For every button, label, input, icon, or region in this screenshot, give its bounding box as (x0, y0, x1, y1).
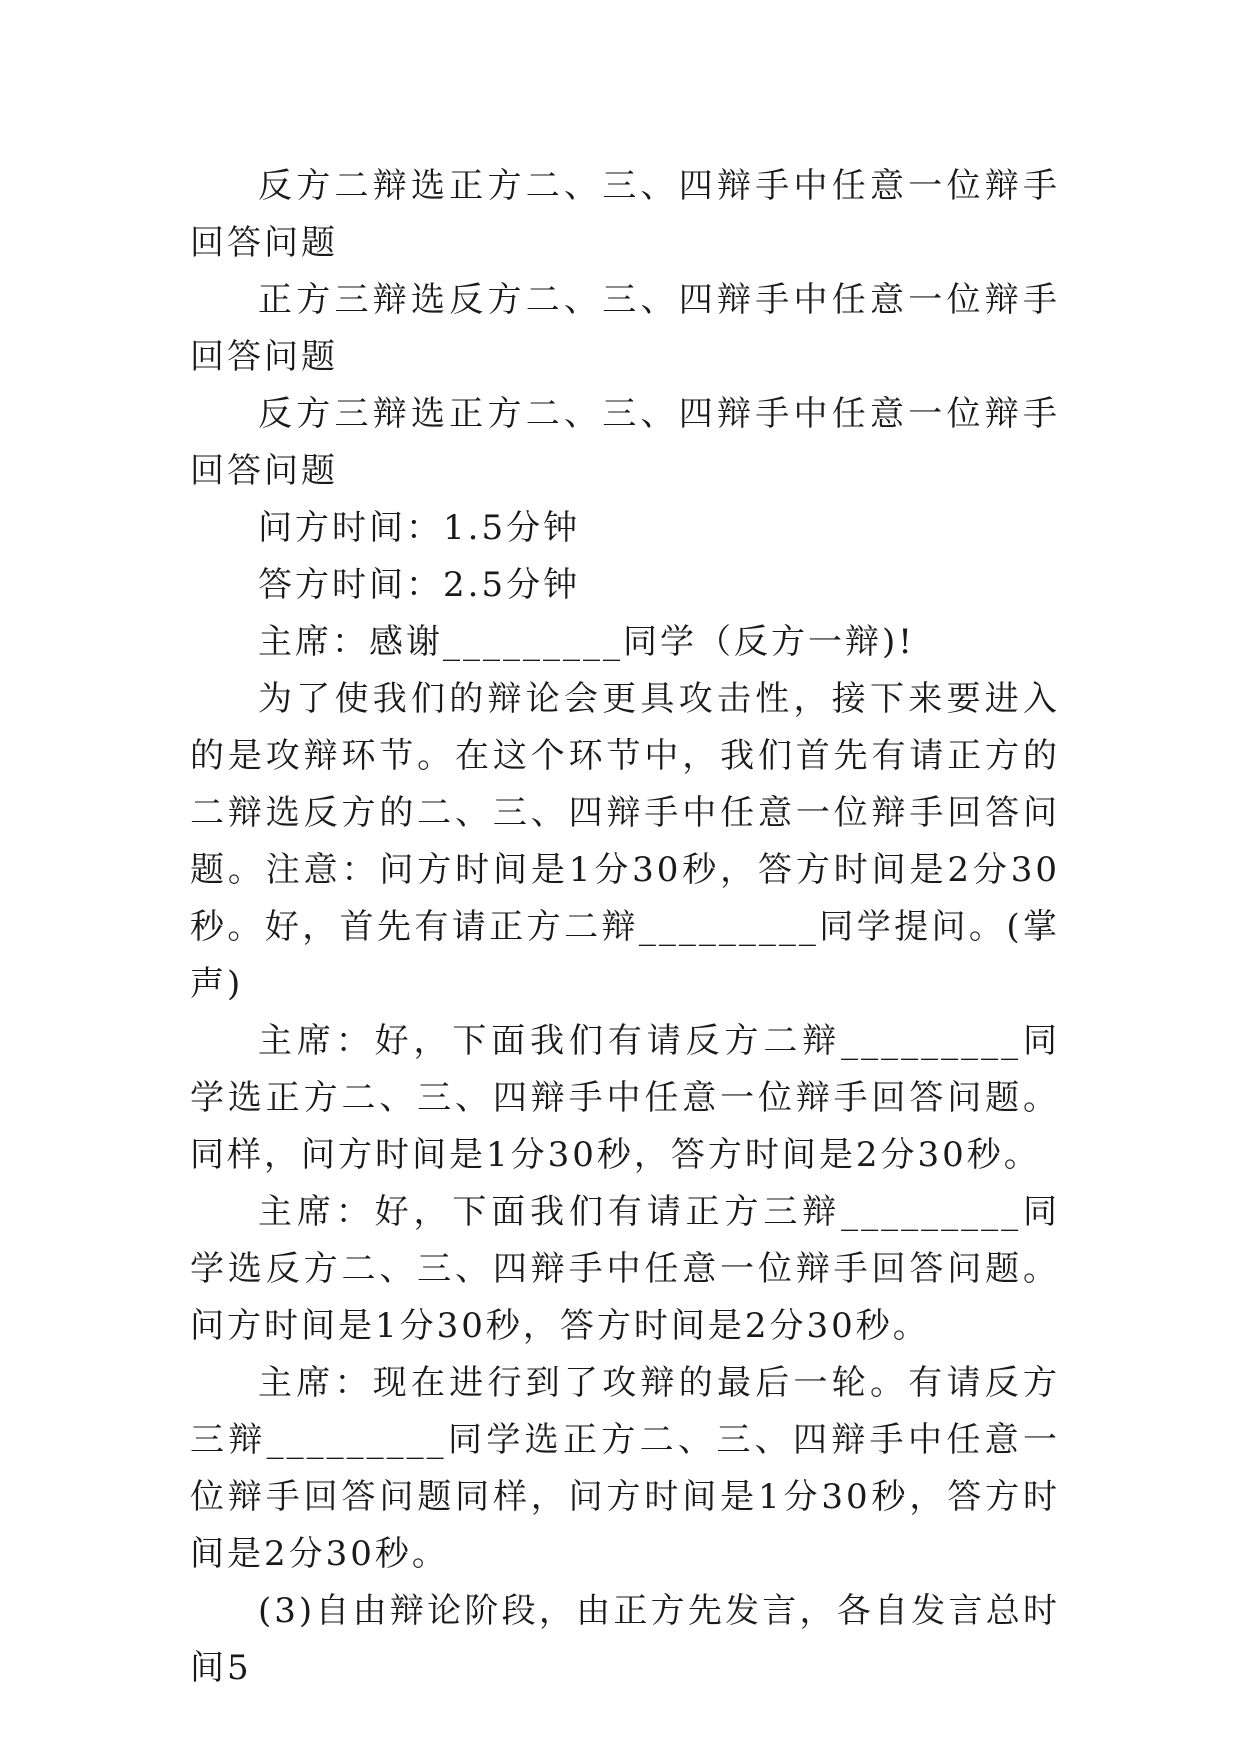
paragraph: 主席：好，下面我们有请正方三辩_________同学选反方二、三、四辩手中任意一位辩手回答问题。问方时间是1分30秒，答方时间是2分30秒。 (190, 1192, 1060, 1346)
paragraph: 正方三辩选反方二、三、四辩手中任意一位辩手回答问题 (190, 280, 1060, 377)
paragraph: 主席：感谢_________同学（反方一辩)! (258, 622, 915, 662)
paragraph: 反方二辩选正方二、三、四辩手中任意一位辩手回答问题 (190, 166, 1060, 263)
document-body (190, 158, 1060, 1697)
paragraph: 反方三辩选正方二、三、四辩手中任意一位辩手回答问题 (190, 394, 1060, 491)
paragraph: 为了使我们的辩论会更具攻击性，接下来要进入的是攻辩环节。在这个环节中，我们首先有请正方的二辩选反方的二、三、四辩手中任意一位辩手回答问题。注意：问方时间是1分30秒，答方时间是2分30秒。好，首先有请正方二辩_________同学提问。(掌声) (190, 679, 1060, 1004)
paragraph: 答方时间：2.5分钟 (258, 565, 581, 605)
paragraph: 主席：好，下面我们有请反方二辩_________同学选正方二、三、四辩手中任意一位辩手回答问题。同样，问方时间是1分30秒，答方时间是2分30秒。 (190, 1021, 1060, 1175)
paragraph: (3)自由辩论阶段，由正方先发言，各自发言总时间5 (190, 1591, 1060, 1688)
paragraph: 主席：现在进行到了攻辩的最后一轮。有请反方三辩_________同学选正方二、三、四辩手中任意一位辩手回答问题同样，问方时间是1分30秒，答方时间是2分30秒。 (190, 1363, 1060, 1574)
paragraph: 问方时间：1.5分钟 (258, 508, 581, 548)
